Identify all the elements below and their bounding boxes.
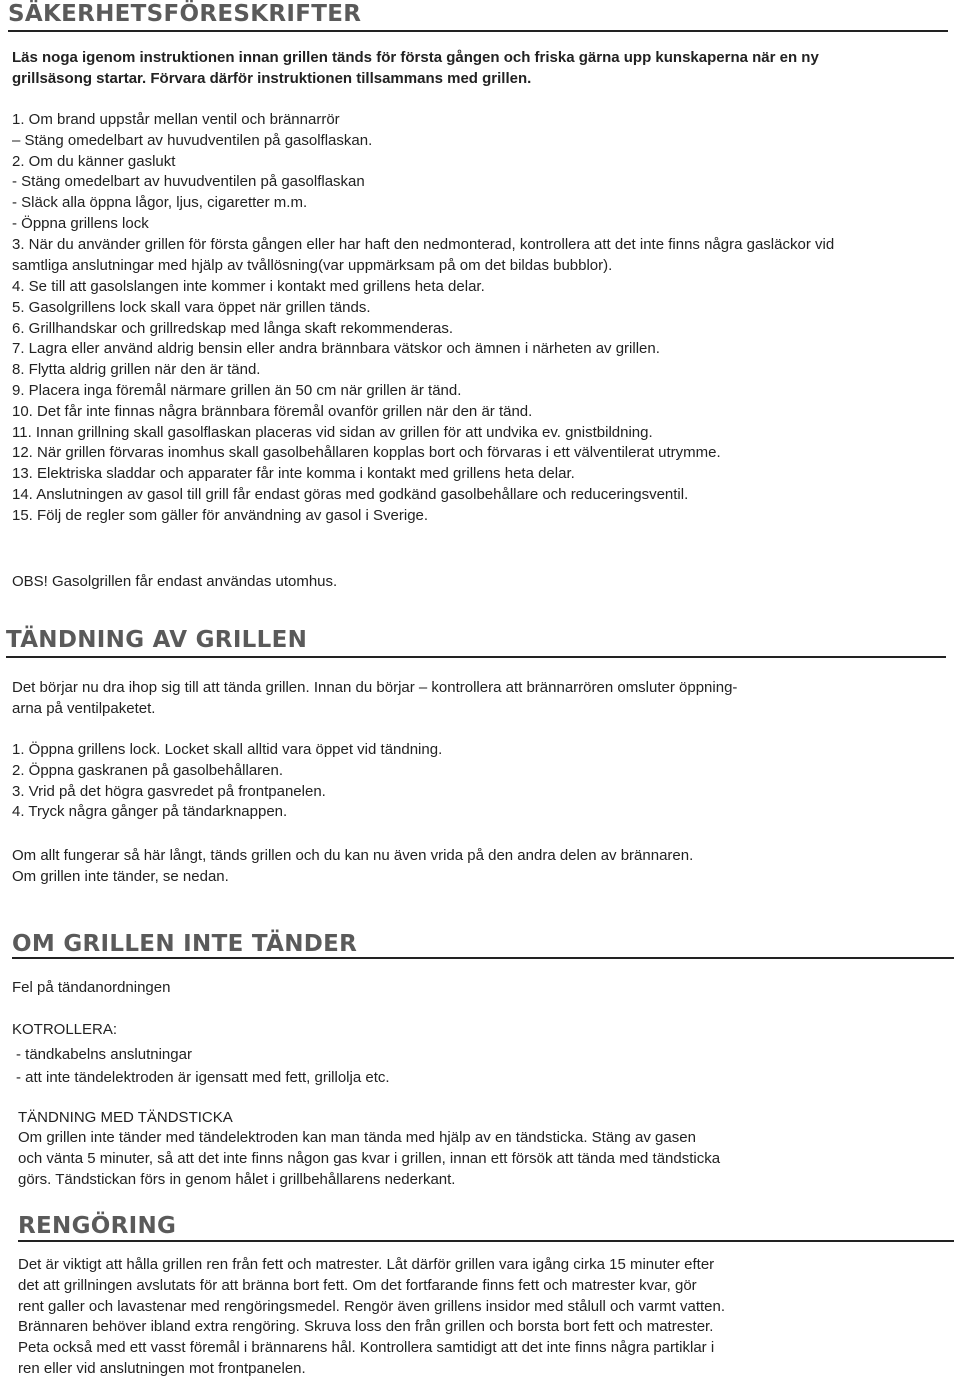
safety-items [12, 110, 372, 235]
ignition-outro [12, 846, 693, 888]
cleaning-line: rent galler och lavastenar med rengöringsmedel. Rengör även grillens insidor med stålull och varmt vatten. [18, 1297, 726, 1315]
check-item: - tändkabelns anslutningar [16, 1046, 192, 1063]
ignition-intro-line: arna på ventilpaketet. [12, 699, 156, 717]
safety-item: 1. Om brand uppstår mellan ventil och brännarrör [12, 111, 340, 128]
cleaning-line: Peta också med ett vasst föremål i brännarens hål. Kontrollera samtidigt att det inte finns några partiklar i [18, 1339, 715, 1357]
ignition-step: 2. Öppna gaskranen på gasolbehållaren. [12, 761, 284, 779]
section-title-safety: SÄKERHETSFÖRESKRIFTER [8, 1, 362, 27]
section-title-troubleshooting: OM GRILLEN INTE TÄNDER [12, 931, 358, 957]
cleaning-line: Det är viktigt att hålla grillen ren från fett och matrester. Låt därför grillen vara igång cirka 15 minuter efter [18, 1256, 715, 1273]
cleaning-line: det att grillningen avslutats för att bränna bort fett. Om det fortfarande finns fett och matrester kvar, gör [18, 1276, 697, 1294]
cleaning-line: ren eller vid anslutningen mot frontpanelen. [18, 1359, 306, 1377]
check-list [16, 1044, 390, 1089]
section-title-cleaning: RENGÖRING [18, 1213, 177, 1239]
cleaning-text [18, 1255, 725, 1380]
safety-item-3: 3. När du använder grillen för första gången eller har haft den nedmonterad, kontrollera att det inte finns några gasläckor vid samtliga anslutningar med hjälp av tvållösning(var uppmärksam på om det bildas bubblor). [12, 236, 835, 274]
check-heading: KOTROLLERA: [12, 1021, 118, 1038]
match-instructions [18, 1128, 720, 1190]
safety-item: 2. Om du känner gaslukt [12, 152, 176, 170]
ignition-intro [12, 678, 737, 720]
ignition-outro-line: Om grillen inte tänder, se nedan. [12, 867, 229, 885]
ignition-steps [12, 740, 442, 823]
outdoor-only-note: OBS! Gasolgrillen får endast användas utomhus. [12, 573, 338, 590]
cleaning-line: Brännaren behöver ibland extra rengöring. Skruva loss den från grillen och borsta bort fett och matrester. [18, 1318, 714, 1336]
safety-item: 7. Lagra eller använd aldrig bensin eller andra brännbara vätskor och ämnen i närheten av grillen. [12, 340, 660, 358]
safety-item: 15. Följ de regler som gäller för användning av gasol i Sverige. [12, 506, 429, 524]
safety-item: 9. Placera inga föremål närmare grillen än 50 cm när grillen är tänd. [12, 381, 462, 399]
safety-intro: Läs noga igenom instruktionen innan grillen tänds för första gången och friska gärna upp kunskaperna när en ny grillsäsong startar. Förvara därför instruktionen tillsammans med grillen. [12, 49, 819, 87]
ignition-step: 1. Öppna grillens lock. Locket skall alltid vara öppet vid tändning. [12, 741, 443, 758]
safety-item: – Stäng omedelbart av huvudventilen på gasolflaskan. [12, 131, 373, 149]
match-line: görs. Tändstickan förs in genom hålet i grillbehållarens nederkant. [18, 1170, 456, 1188]
safety-item: 11. Innan grillning skall gasolflaskan placeras vid sidan av grillen för att undvika ev. gnistbildning. [12, 423, 653, 441]
safety-item: 10. Det får inte finnas några brännbara föremål ovanför grillen när den är tänd. [12, 402, 533, 420]
safety-item: 8. Flytta aldrig grillen när den är tänd. [12, 361, 261, 379]
ignition-step: 3. Vrid på det högra gasvredet på frontpanelen. [12, 782, 326, 800]
safety-item: - Släck alla öppna lågor, ljus, cigaretter m.m. [12, 194, 308, 212]
match-line: Om grillen inte tänder med tändelektroden kan man tända med hjälp av en tändsticka. Stäng av gasen [18, 1129, 696, 1146]
safety-items-continued [12, 277, 721, 527]
safety-item: 14. Anslutningen av gasol till grill får endast göras med godkänd gasolbehållare och reduceringsventil. [12, 485, 689, 503]
safety-item: 6. Grillhandskar och grillredskap med långa skaft rekommenderas. [12, 319, 454, 337]
safety-item: 4. Se till att gasolslangen inte kommer i kontakt med grillens heta delar. [12, 278, 485, 295]
ignition-intro-line: Det börjar nu dra ihop sig till att tända grillen. Innan du börjar – kontrollera att brännarrören omsluter öppning- [12, 679, 738, 696]
match-line: och vänta 5 minuter, så att det inte finns någon gas kvar i grillen, innan ett försök att tända med tändsticka [18, 1149, 721, 1167]
ignition-outro-line: Om allt fungerar så här långt, tänds grillen och du kan nu även vrida på den andra delen av brännaren. [12, 847, 694, 864]
safety-item: 13. Elektriska sladdar och apparater får inte komma i kontakt med grillens heta delar. [12, 465, 575, 483]
section-divider-cleaning [18, 1240, 954, 1242]
section-title-ignition: TÄNDNING AV GRILLEN [6, 627, 308, 653]
safety-item: 12. När grillen förvaras inomhus skall gasolbehållaren kopplas bort och förvaras i ett välventilerat utrymme. [12, 444, 721, 462]
section-divider-ignition [6, 656, 946, 658]
section-divider-troubleshooting [12, 957, 954, 959]
section-divider-safety [8, 30, 948, 32]
safety-item: - Stäng omedelbart av huvudventilen på gasolflaskan [12, 173, 365, 191]
check-item: - att inte tändelektroden är igensatt med fett, grillolja etc. [16, 1068, 390, 1086]
ignition-step: 4. Tryck några gånger på tändarknappen. [12, 803, 288, 821]
match-heading: TÄNDNING MED TÄNDSTICKA [18, 1109, 233, 1126]
safety-item: 5. Gasolgrillens lock skall vara öppet när grillen tänds. [12, 298, 371, 316]
safety-item: - Öppna grillens lock [12, 214, 149, 232]
fault-label: Fel på tändanordningen [12, 979, 171, 996]
